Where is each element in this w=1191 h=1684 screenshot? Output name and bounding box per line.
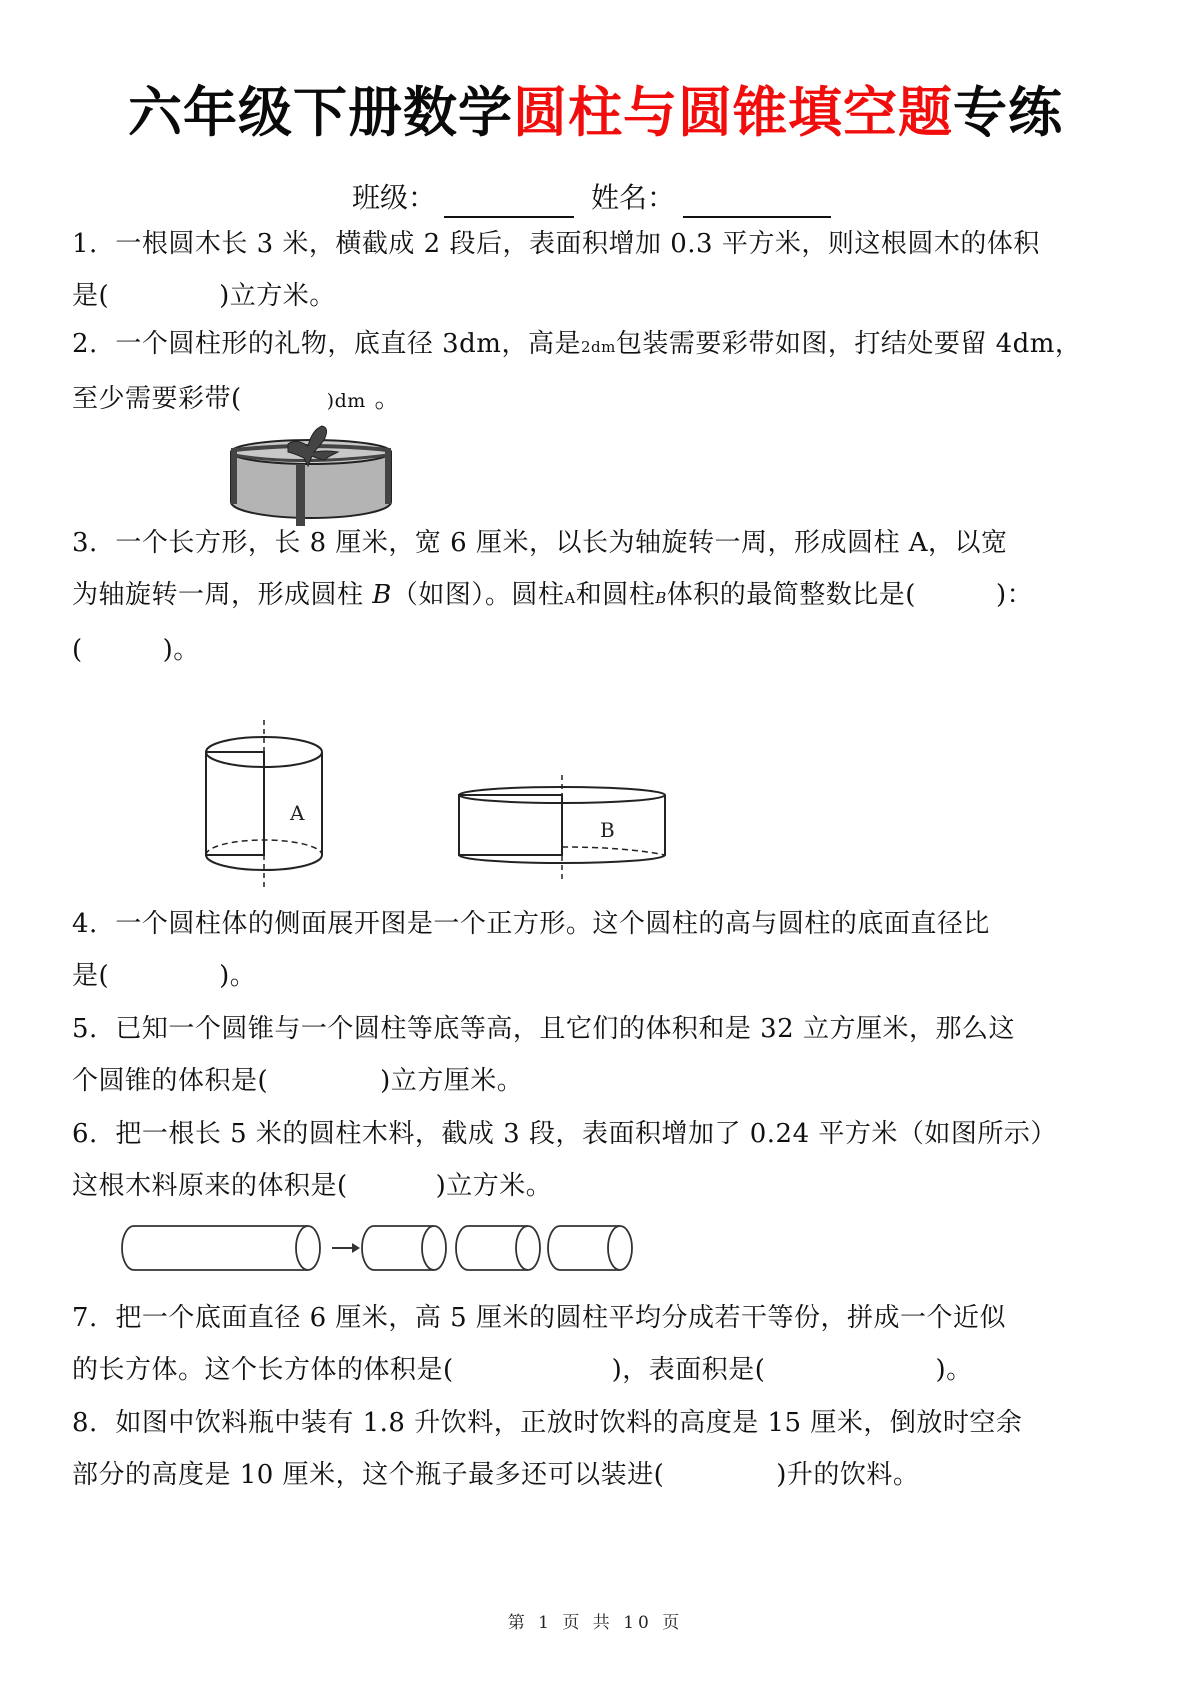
- question-text: 一个圆柱形的礼物，底直径 3dm，高是: [115, 329, 581, 359]
- class-label: 班级：: [352, 181, 437, 214]
- question-text: 包装需要彩带如图，打结处要留 4dm，: [615, 329, 1082, 359]
- question-number: 6.: [72, 1119, 98, 1149]
- question-unit: )dm: [326, 390, 366, 412]
- question-text: 一个长方形，长 8 厘米，宽 6 厘米，以长为轴旋转一周，形成圆柱 A，以宽: [115, 528, 1008, 558]
- class-blank[interactable]: [444, 184, 574, 218]
- question-8: [72, 1397, 1132, 1501]
- student-info: [0, 178, 1191, 218]
- question-7: [72, 1292, 1132, 1396]
- question-number: 7.: [72, 1303, 98, 1333]
- question-text: (: [72, 635, 83, 665]
- name-blank[interactable]: [683, 184, 831, 218]
- question-text: 把一根长 5 米的圆柱木料，截成 3 段，表面积增加了 0.24 平方米（如图所示）: [115, 1119, 1057, 1149]
- question-text: )立方厘米。: [380, 1066, 524, 1096]
- question-5: [72, 1003, 1132, 1107]
- page-footer: 第 1 页 共 10 页: [507, 1613, 684, 1633]
- question-text: 部分的高度是 10 厘米，这个瓶子最多还可以装进(: [72, 1460, 665, 1490]
- question-text: 已知一个圆锥与一个圆柱等底等高，且它们的体积和是 32 立方厘米，那么这: [115, 1014, 1015, 1044]
- question-text-small: A: [564, 589, 576, 607]
- cylinder-b-figure: [455, 775, 675, 885]
- question-6: [72, 1108, 1132, 1212]
- question-4: [72, 898, 1132, 1002]
- question-text: )立方米。: [219, 281, 336, 311]
- title-part-3: 专练: [953, 81, 1063, 144]
- question-text: 把一个底面直径 6 厘米，高 5 厘米的圆柱平均分成若干等份，拼成一个近似: [115, 1303, 1006, 1333]
- question-text: )升的饮料。: [776, 1460, 920, 1490]
- question-text: B: [372, 580, 392, 610]
- name-label: 姓名：: [590, 181, 675, 214]
- question-text: )立方米。: [435, 1171, 553, 1201]
- question-number: 5.: [72, 1014, 98, 1044]
- question-number: 8.: [72, 1408, 98, 1438]
- question-text: )。: [935, 1355, 973, 1385]
- question-text-small: 2dm: [580, 338, 616, 356]
- arrow-right-icon: [352, 1243, 360, 1253]
- question-number: 2.: [72, 329, 98, 359]
- question-3: [72, 517, 1132, 676]
- title-highlight: 圆柱与圆锥填空题: [513, 81, 953, 144]
- question-1: [72, 218, 1132, 322]
- question-text: 一个圆柱体的侧面展开图是一个正方形。这个圆柱的高与圆柱的底面直径比: [115, 909, 990, 939]
- question-text: )，表面积是(: [611, 1355, 766, 1385]
- question-text: 如图中饮料瓶中装有 1.8 升饮料，正放时饮料的高度是 15 厘米，倒放时空余: [115, 1408, 1023, 1438]
- question-2: [72, 318, 1132, 427]
- question-number: 4.: [72, 909, 98, 939]
- question-text: )：: [995, 580, 1034, 610]
- question-text: )。: [219, 961, 257, 991]
- cylinder-a-figure: [200, 718, 340, 888]
- question-text: 体积的最简整数比是(: [666, 580, 916, 610]
- question-text: 是(: [72, 961, 110, 991]
- log-cutting-figure: [120, 1224, 650, 1274]
- question-text: 个圆锥的体积是(: [72, 1066, 269, 1096]
- question-text: 。: [374, 384, 402, 414]
- question-text: )。: [162, 635, 200, 665]
- svg-text:B: B: [600, 818, 615, 842]
- question-text: 为轴旋转一周，形成圆柱: [72, 580, 364, 610]
- question-text: 一根圆木长 3 米，横截成 2 段后，表面积增加 0.3 平方米，则这根圆木的体积: [115, 229, 1040, 259]
- question-text: 是(: [72, 281, 110, 311]
- gift-box-figure: [226, 430, 396, 530]
- question-text: 和圆柱: [575, 580, 656, 610]
- question-text: 这根木料原来的体积是(: [72, 1171, 348, 1201]
- title-part-1: 六年级下册数学: [128, 81, 513, 144]
- question-text: 的长方体。这个长方体的体积是(: [72, 1355, 454, 1385]
- question-number: 3.: [72, 528, 98, 558]
- question-text: 至少需要彩带(: [72, 384, 242, 414]
- question-text-small: B: [655, 589, 667, 607]
- question-number: 1.: [72, 229, 98, 259]
- svg-text:A: A: [290, 801, 305, 825]
- question-text: （如图）。圆柱: [391, 580, 565, 610]
- page-title: [0, 78, 1191, 148]
